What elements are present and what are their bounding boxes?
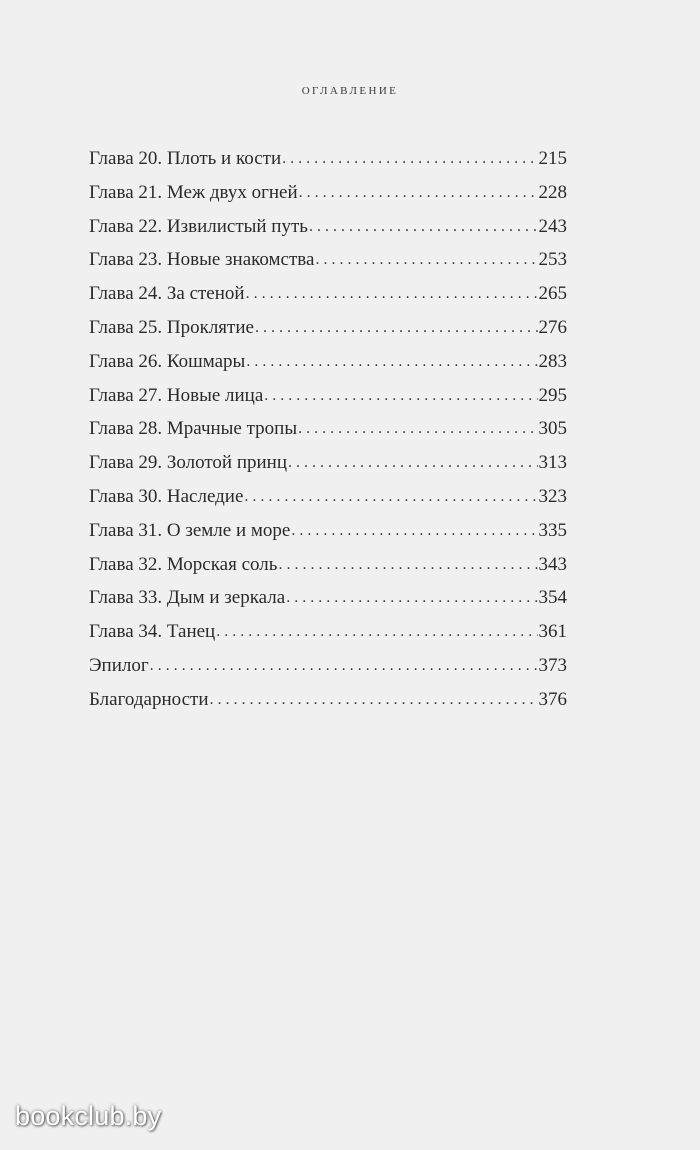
dot-leader [291, 514, 537, 548]
dot-leader [246, 277, 538, 311]
dot-leader [298, 412, 537, 446]
toc-entry [89, 615, 567, 649]
toc-entry [89, 379, 567, 413]
dot-leader [288, 446, 537, 480]
toc-entry [89, 277, 567, 311]
page-title: оглавление [301, 81, 399, 98]
dot-leader [264, 379, 537, 413]
toc-entry-page: 373 [538, 654, 567, 676]
toc-entry-page: 335 [538, 519, 567, 541]
toc-entry-page: 283 [538, 350, 567, 372]
toc-entry-page: 354 [538, 587, 567, 609]
toc-entry-title: Глава 33. Дым и зеркала [89, 587, 286, 609]
toc-entry [89, 649, 567, 683]
toc-entry-page: 376 [538, 688, 567, 710]
toc-entry [89, 311, 567, 345]
toc-entry-title: Эпилог [89, 654, 149, 676]
toc-entry-title: Глава 31. О земле и море [89, 519, 291, 541]
toc-entry-title: Глава 27. Новые лица [89, 384, 264, 406]
toc-entry-page: 305 [538, 418, 567, 440]
toc-entry-page: 361 [538, 621, 567, 643]
toc-entry [89, 446, 567, 480]
toc-entry [89, 514, 567, 548]
toc-entry-title: Глава 32. Морская соль [89, 553, 278, 575]
watermark: bookclub.by [15, 1101, 162, 1131]
toc-entry-page: 243 [538, 215, 567, 237]
toc-entry [89, 243, 567, 277]
dot-leader [216, 615, 537, 649]
toc-entry-title: Глава 29. Золотой принц [89, 452, 288, 474]
toc-entry-title: Глава 24. За стеной [89, 283, 245, 305]
table-of-contents [89, 142, 567, 717]
toc-entry-title: Глава 25. Проклятие [89, 316, 254, 338]
dot-leader [299, 176, 538, 210]
toc-entry [89, 345, 567, 379]
toc-entry-page: 295 [538, 384, 567, 406]
toc-entry [89, 581, 567, 615]
dot-leader [150, 649, 538, 683]
toc-entry-title: Глава 22. Извилистый путь [89, 215, 308, 237]
dot-leader [246, 345, 537, 379]
toc-entry-title: Глава 26. Кошмары [89, 350, 246, 372]
dot-leader [309, 210, 538, 244]
toc-entry [89, 412, 567, 446]
toc-entry-page: 253 [538, 249, 567, 271]
toc-entry-title: Глава 30. Наследие [89, 485, 244, 507]
toc-entry [89, 176, 567, 210]
toc-entry [89, 548, 567, 582]
toc-entry-page: 215 [538, 148, 567, 169]
dot-leader [278, 548, 537, 582]
toc-entry [89, 683, 567, 717]
dot-leader [244, 480, 537, 514]
toc-entry-title: Глава 20. Плоть и кости [89, 148, 282, 169]
toc-entry [89, 210, 567, 244]
toc-entry-page: 276 [538, 316, 567, 338]
toc-entry-title: Глава 21. Меж двух огней [89, 181, 298, 203]
dot-leader [210, 683, 538, 717]
dot-leader [282, 142, 537, 176]
toc-entry-page: 228 [538, 181, 567, 203]
toc-entry-page: 323 [538, 485, 567, 507]
toc-entry [89, 480, 567, 514]
toc-entry-page: 265 [538, 283, 567, 305]
toc-entry-title: Глава 34. Танец [89, 621, 216, 643]
dot-leader [286, 581, 537, 615]
toc-entry [89, 142, 567, 176]
toc-entry-title: Глава 28. Мрачные тропы [89, 418, 298, 440]
dot-leader [255, 311, 538, 345]
toc-entry-page: 313 [538, 452, 567, 474]
toc-entry-page: 343 [538, 553, 567, 575]
toc-entry-title: Благодарности [89, 688, 209, 710]
dot-leader [315, 243, 537, 277]
toc-entry-title: Глава 23. Новые знакомства [89, 249, 315, 271]
